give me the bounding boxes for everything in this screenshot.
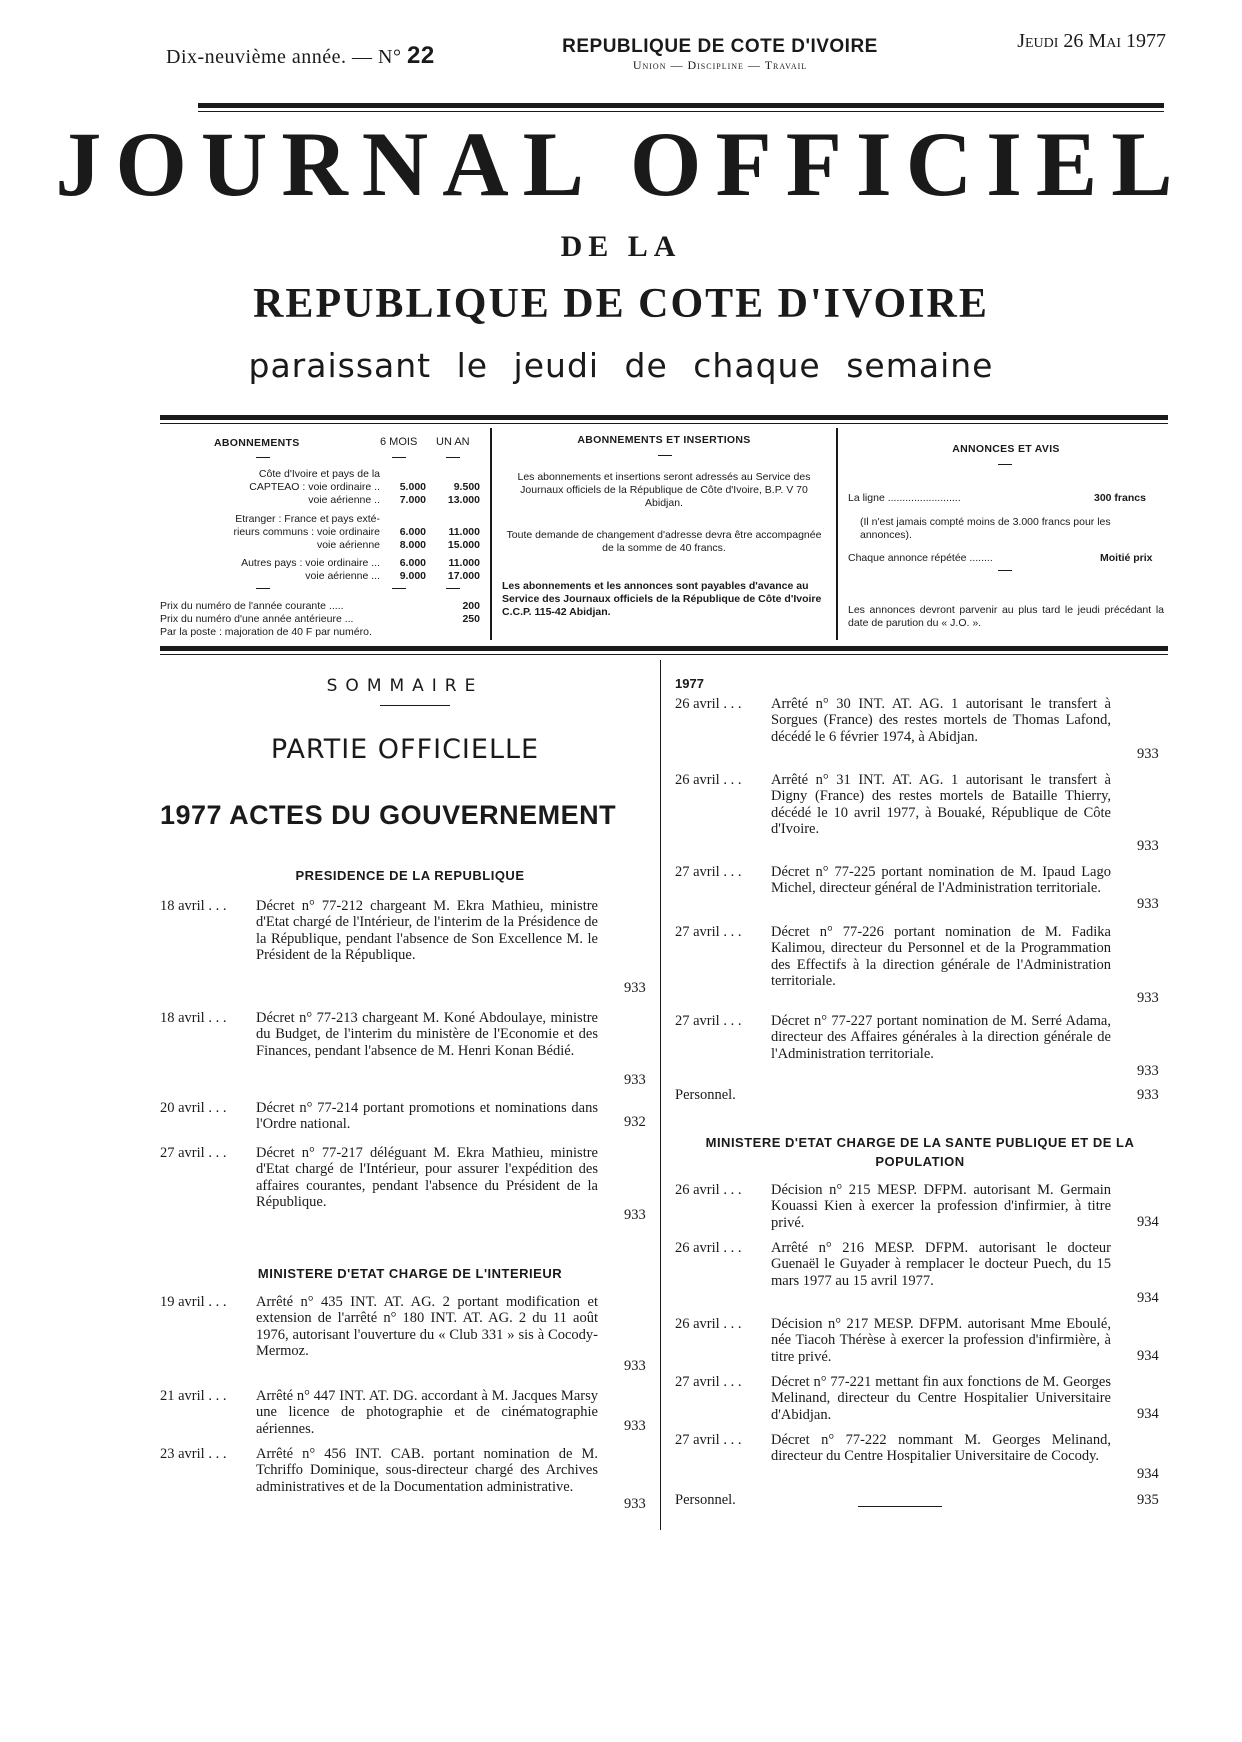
dash [392,457,406,458]
annonces-deadline: Les annonces devront parvenir au plus tard le jeudi précédant la date de parution du « J.O. ». [848,604,1164,630]
annonces-heading: ANNONCES ET AVIS [952,443,1060,455]
box-separator [836,428,838,640]
box-top-rule [160,415,1168,420]
journal-de-la: DE LA [560,230,682,263]
toc-entry: 18 avril . . . Décret n° 77-213 chargeant M. Koné Abdoulaye, ministre du Budget, de l'interim du ministère de l'Economie et des Finances, pendant l'absence de M. Henri Konan Bédié. 933 [160,1010,646,1088]
box-top-rule-thin [160,423,1168,424]
insertions-para-3: Les abonnements et les annonces sont payables d'avance au Service des Journaux officiels de la République de Côte d'Ivoire C.C.P. 115-42 Abidjan. [502,580,822,619]
actes-heading: 1977 ACTES DU GOUVERNEMENT [160,800,617,830]
annonces-repeat-label: Chaque annonce répétée ........ [848,552,993,564]
toc-entry: 27 avril . . . Décret n° 77-227 portant nomination de M. Serré Adama, directeur des Affaires générales à la direction générale de l'Administration territoriale. 933 [675,1013,1159,1079]
top-rule-thin [198,111,1164,112]
insertions-para-2: Toute demande de changement d'adresse devra être accompagnée de la somme de 40 francs. [506,529,822,555]
toc-entry: 26 avril . . . Arrêté n° 216 MESP. DFPM. autorisant le docteur Guenaël le Guyader à remplacer le docteur Puech, du 15 mars 1977 au 15 avril 1977. 934 [675,1240,1159,1306]
toc-entry: 18 avril . . . Décret n° 77-212 chargeant M. Ekra Mathieu, ministre d'Etat chargé de l'Intérieur, de l'interim de la Présidence de la République, pendant l'absence de Son Excellence M. le Président de la République. 933 [160,898,646,996]
annonces-line-label: La ligne ......................... [848,492,961,504]
top-rule [198,103,1164,108]
issue-number: 22 [406,42,435,69]
dash [446,457,460,458]
section-heading: MINISTERE D'ETAT CHARGE DE L'INTERIEUR [257,1266,563,1281]
republic-name: REPUBLIQUE DE COTE D'IVOIRE [562,36,878,57]
subscriptions-heading: ABONNEMENTS [214,437,300,449]
personnel-line: Personnel. 935 [675,1492,1159,1508]
annonces-repeat-price: Moitié prix [1100,552,1153,564]
dash [998,464,1012,465]
dash [256,457,270,458]
partie-officielle: PARTIE OFFICIELLE [270,734,540,765]
end-rule [858,1506,942,1507]
col-un-an: UN AN [436,436,470,448]
edition-line [166,42,435,70]
toc-entry: 27 avril . . . Décret n° 77-221 mettant fin aux fonctions de M. Georges Melinand, directeur du Centre Hospitalier Universitaire d'Abidjan. 934 [675,1374,1159,1423]
toc-entry: 21 avril . . . Arrêté n° 447 INT. AT. DG. accordant à M. Jacques Marsy une licence de photographie et de cinématographie aériennes. 933 [160,1388,646,1437]
sommaire-title: SOMMAIRE [326,676,484,696]
republic-header [530,36,910,73]
toc-entry: 19 avril . . . Arrêté n° 435 INT. AT. AG. 2 portant modification et extension de l'arrêté n° 180 INT. AT. AG. 2 du 11 août 1976, autorisant l'ouverture du « Club 331 » sis à Cocody-Mermoz. 933 [160,1294,646,1374]
section-heading: PRESIDENCE DE LA REPUBLIQUE [295,868,525,883]
insertions-para-1: Les abonnements et insertions seront adressés au Service des Journaux officiels de la République de Côte d'Ivoire, B.P. V 70 Abidjan. [517,471,811,510]
sommaire-rule [380,705,450,706]
annonces-line-note: (Il n'est jamais compté moins de 3.000 francs pour les annonces). [860,516,1111,542]
toc-entry: 26 avril . . . Décision n° 215 MESP. DFPM. autorisant M. Germain Kouassi Kien à exercer la profession d'infirmier, à titre privé. 934 [675,1182,1159,1231]
dash [658,455,672,456]
journal-republic: REPUBLIQUE DE COTE D'IVOIRE [253,281,989,327]
republic-motto: Union — Discipline — Travail [632,58,808,72]
toc-entry: 27 avril . . . Décret n° 77-217 déléguant M. Ekra Mathieu, ministre d'Etat chargé de l'Intérieur, pour assurer l'expédition des affaires courantes, pendant l'absence du Président de la République. 933 [160,1145,646,1223]
journal-subtitle: paraissant le jeudi de chaque semaine [248,346,994,385]
insertions-heading: ABONNEMENTS ET INSERTIONS [577,434,751,446]
box-bottom-rule [160,646,1168,651]
right-year: 1977 [675,676,704,691]
annonces-line-price: 300 francs [1094,492,1146,504]
toc-entry: 26 avril . . . Décision n° 217 MESP. DFPM. autorisant Mme Eboulé, née Tiacoh Thérèse à exercer la profession d'infirmière, à titre privé. 934 [675,1316,1159,1365]
issue-date: Jeudi 26 Mai 1977 [1017,30,1166,52]
toc-entry: 27 avril . . . Décret n° 77-225 portant nomination de M. Ipaud Lago Michel, directeur général de l'Administration territoriale. 933 [675,864,1159,912]
box-separator [490,428,492,640]
toc-entry: 20 avril . . . Décret n° 77-214 portant promotions et nominations dans l'Ordre national. 932 [160,1100,646,1133]
toc-entry: 26 avril . . . Arrêté n° 30 INT. AT. AG. 1 autorisant le transfert à Sorgues (France) des restes mortels de Thomas Lafond, décédé le 6 février 1974, à Abidjan. 933 [675,696,1159,762]
toc-entry: 27 avril . . . Décret n° 77-222 nommant M. Georges Melinand, directeur du Centre Hospitalier Universitaire de Cocody. 934 [675,1432,1159,1482]
col-6-mois: 6 MOIS [380,436,418,448]
dash [392,588,406,589]
dash [256,588,270,589]
journal-title: JOURNAL OFFICIEL [55,113,1187,215]
column-separator [660,660,661,1530]
edition-label: Dix-neuvième année. — N° [166,46,402,68]
toc-entry: 23 avril . . . Arrêté n° 456 INT. CAB. portant nomination de M. Tchriffo Dominique, sous-directeur chargé des Archives administratives et de la Documentation administrative. 933 [160,1446,646,1512]
toc-entry: 26 avril . . . Arrêté n° 31 INT. AT. AG. 1 autorisant le transfert à Digny (France) des restes mortels de Bataille Thierry, décédé le 10 avril 1977, à Bouaké, République de Côte d'Ivoire. 933 [675,772,1159,854]
dash [998,570,1012,571]
section-heading: MINISTERE D'ETAT CHARGE DE LA SANTE PUBLIQUE ET DE LA POPULATION [705,1135,1135,1169]
personnel-line: Personnel. 933 [675,1087,1159,1103]
dash [446,588,460,589]
toc-entry: 27 avril . . . Décret n° 77-226 portant nomination de M. Fadika Kalimou, directeur du Personnel et de la Programmation des Effectifs à la direction générale de l'Administration territoriale. 933 [675,924,1159,1006]
box-bottom-rule-thin [160,654,1168,655]
